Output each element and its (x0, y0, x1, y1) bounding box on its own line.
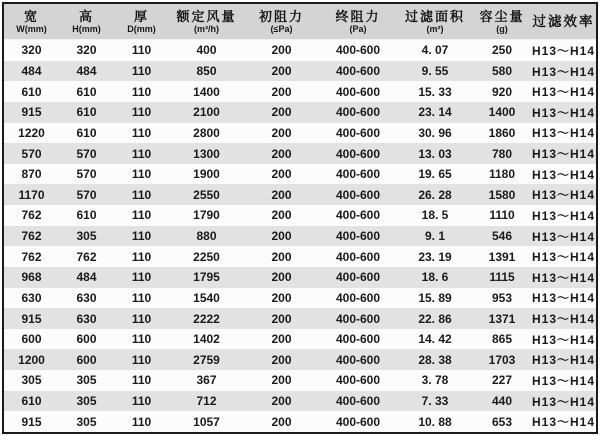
column-header-height (59, 4, 114, 40)
table-cell: H13～H14 (531, 164, 596, 185)
table-cell: 1900 (169, 164, 244, 185)
table-cell: 110 (114, 411, 169, 432)
table-cell: 915 (4, 308, 59, 329)
table-cell: 400-600 (319, 391, 397, 412)
table-cell: H13～H14 (531, 81, 596, 102)
spec-table-frame (2, 2, 598, 434)
table-cell: 440 (473, 391, 531, 412)
table-cell: 9. 1 (397, 226, 473, 247)
table-row (4, 143, 596, 164)
table-cell: H13～H14 (531, 226, 596, 247)
table-cell: 712 (169, 391, 244, 412)
table-cell: 9. 55 (397, 61, 473, 82)
table-row (4, 391, 596, 412)
table-cell: 305 (59, 370, 114, 391)
table-header (4, 4, 596, 40)
table-cell: H13～H14 (531, 329, 596, 350)
table-cell: 630 (4, 288, 59, 309)
table-cell: 110 (114, 102, 169, 123)
table-cell: 780 (473, 143, 531, 164)
table-cell: 400-600 (319, 267, 397, 288)
filter-spec-table (4, 4, 596, 432)
table-cell: 13. 03 (397, 143, 473, 164)
table-cell: 610 (4, 81, 59, 102)
table-cell: 1110 (473, 205, 531, 226)
table-cell: 1402 (169, 329, 244, 350)
table-cell: 2222 (169, 308, 244, 329)
table-row (4, 308, 596, 329)
table-cell: 110 (114, 370, 169, 391)
table-cell: 200 (244, 370, 319, 391)
table-cell: 200 (244, 123, 319, 144)
table-cell: 110 (114, 246, 169, 267)
table-cell: 200 (244, 349, 319, 370)
table-cell: 570 (59, 184, 114, 205)
table-cell: 110 (114, 267, 169, 288)
column-label: 高 (78, 8, 94, 24)
table-cell: 26. 28 (397, 184, 473, 205)
table-cell: 1180 (473, 164, 531, 185)
table-cell: 110 (114, 226, 169, 247)
table-cell: 200 (244, 143, 319, 164)
table-cell: 1540 (169, 288, 244, 309)
table-cell: 28. 38 (397, 349, 473, 370)
table-cell: 1703 (473, 349, 531, 370)
table-cell: H13～H14 (531, 143, 596, 164)
table-cell: 200 (244, 61, 319, 82)
table-cell: 110 (114, 288, 169, 309)
table-cell: 400-600 (319, 61, 397, 82)
column-label: 终阻力 (335, 8, 381, 24)
column-unit: H(mm) (72, 23, 101, 34)
table-cell: 1790 (169, 205, 244, 226)
table-cell: 22. 86 (397, 308, 473, 329)
table-cell: 600 (59, 349, 114, 370)
table-row (4, 349, 596, 370)
table-cell: 2250 (169, 246, 244, 267)
table-cell: 400-600 (319, 329, 397, 350)
table-cell: 110 (114, 391, 169, 412)
column-label: 宽 (23, 8, 39, 24)
table-row (4, 61, 596, 82)
table-cell: 18. 5 (397, 205, 473, 226)
table-cell: 305 (59, 411, 114, 432)
table-cell: 920 (473, 81, 531, 102)
table-cell: 320 (4, 40, 59, 61)
table-cell: 484 (59, 267, 114, 288)
table-cell: 400-600 (319, 184, 397, 205)
table-cell: 1200 (4, 349, 59, 370)
table-cell: H13～H14 (531, 123, 596, 144)
column-unit: (m³/h) (194, 23, 219, 34)
table-row (4, 226, 596, 247)
table-cell: H13～H14 (531, 288, 596, 309)
column-unit: (g) (496, 23, 508, 34)
table-cell: 200 (244, 267, 319, 288)
table-cell: 400-600 (319, 40, 397, 61)
column-header-rated-airflow (169, 4, 244, 40)
table-cell: 305 (4, 370, 59, 391)
column-header-width (4, 4, 59, 40)
table-cell: H13～H14 (531, 205, 596, 226)
column-header-dust-capacity (473, 4, 531, 40)
table-cell: 610 (4, 391, 59, 412)
table-cell: 110 (114, 164, 169, 185)
table-cell: 110 (114, 205, 169, 226)
table-cell: H13～H14 (531, 246, 596, 267)
table-cell: 1391 (473, 246, 531, 267)
table-cell: 653 (473, 411, 531, 432)
column-label: 过滤面积 (404, 8, 465, 24)
table-cell: 10. 88 (397, 411, 473, 432)
table-cell: 110 (114, 329, 169, 350)
table-row (4, 81, 596, 102)
column-header-final-resistance (319, 4, 397, 40)
table-cell: 570 (59, 164, 114, 185)
column-unit: W(mm) (16, 23, 47, 34)
table-cell: H13～H14 (531, 40, 596, 61)
column-label: 过滤效率 (532, 14, 595, 29)
table-cell: 110 (114, 61, 169, 82)
table-cell: 610 (59, 205, 114, 226)
table-row (4, 411, 596, 432)
table-cell: H13～H14 (531, 102, 596, 123)
table-cell: 200 (244, 81, 319, 102)
table-cell: 400-600 (319, 308, 397, 329)
table-cell: 1860 (473, 123, 531, 144)
table-cell: H13～H14 (531, 184, 596, 205)
table-row (4, 329, 596, 350)
table-cell: 305 (59, 391, 114, 412)
spec-table-body (4, 40, 596, 433)
table-cell: 110 (114, 143, 169, 164)
table-cell: 18. 6 (397, 267, 473, 288)
table-cell: 400-600 (319, 205, 397, 226)
table-cell: 1115 (473, 267, 531, 288)
table-cell: H13～H14 (531, 411, 596, 432)
table-cell: 23. 19 (397, 246, 473, 267)
column-header-depth (114, 4, 169, 40)
table-cell: 200 (244, 40, 319, 61)
table-cell: 870 (4, 164, 59, 185)
column-label: 容尘量 (479, 8, 525, 24)
table-row (4, 246, 596, 267)
table-cell: 2800 (169, 123, 244, 144)
table-row (4, 288, 596, 309)
table-cell: 610 (59, 81, 114, 102)
table-cell: 110 (114, 184, 169, 205)
table-cell: 2100 (169, 102, 244, 123)
table-cell: 23. 14 (397, 102, 473, 123)
table-cell: 915 (4, 411, 59, 432)
table-cell: 320 (59, 40, 114, 61)
table-cell: 400-600 (319, 370, 397, 391)
table-cell: 400 (169, 40, 244, 61)
table-row (4, 40, 596, 61)
table-cell: 484 (4, 61, 59, 82)
table-cell: 400-600 (319, 226, 397, 247)
table-cell: 1400 (473, 102, 531, 123)
table-cell: 200 (244, 102, 319, 123)
table-cell: H13～H14 (531, 370, 596, 391)
table-cell: 227 (473, 370, 531, 391)
table-cell: H13～H14 (531, 308, 596, 329)
table-cell: H13～H14 (531, 61, 596, 82)
header-row (4, 4, 596, 40)
table-cell: 7. 33 (397, 391, 473, 412)
column-label: 厚 (133, 8, 149, 24)
table-cell: 110 (114, 349, 169, 370)
table-cell: 1220 (4, 123, 59, 144)
table-row (4, 370, 596, 391)
table-cell: 1170 (4, 184, 59, 205)
table-cell: 200 (244, 226, 319, 247)
column-header-filter-area (397, 4, 473, 40)
table-cell: 200 (244, 308, 319, 329)
table-cell: H13～H14 (531, 267, 596, 288)
table-cell: 14. 42 (397, 329, 473, 350)
table-cell: 968 (4, 267, 59, 288)
table-cell: H13～H14 (531, 391, 596, 412)
table-cell: 1300 (169, 143, 244, 164)
table-cell: 400-600 (319, 81, 397, 102)
table-row (4, 164, 596, 185)
table-row (4, 205, 596, 226)
table-cell: 546 (473, 226, 531, 247)
table-cell: 110 (114, 308, 169, 329)
table-cell: 915 (4, 102, 59, 123)
table-row (4, 102, 596, 123)
table-cell: 15. 89 (397, 288, 473, 309)
table-cell: 1580 (473, 184, 531, 205)
table-cell: 200 (244, 246, 319, 267)
column-header-initial-resistance (244, 4, 319, 40)
table-row (4, 184, 596, 205)
table-cell: 610 (59, 102, 114, 123)
table-cell: 580 (473, 61, 531, 82)
table-cell: 15. 33 (397, 81, 473, 102)
table-cell: 400-600 (319, 411, 397, 432)
table-cell: 110 (114, 81, 169, 102)
table-cell: 305 (59, 226, 114, 247)
table-cell: 200 (244, 329, 319, 350)
table-cell: 570 (59, 143, 114, 164)
table-cell: 200 (244, 288, 319, 309)
table-cell: 570 (4, 143, 59, 164)
table-row (4, 267, 596, 288)
table-cell: 400-600 (319, 246, 397, 267)
table-cell: 600 (4, 329, 59, 350)
table-cell: 4. 07 (397, 40, 473, 61)
table-cell: 250 (473, 40, 531, 61)
table-cell: 2759 (169, 349, 244, 370)
table-cell: 367 (169, 370, 244, 391)
table-cell: 200 (244, 391, 319, 412)
table-cell: 200 (244, 411, 319, 432)
table-cell: 850 (169, 61, 244, 82)
table-cell: 200 (244, 184, 319, 205)
table-cell: 400-600 (319, 102, 397, 123)
table-cell: H13～H14 (531, 349, 596, 370)
table-cell: 600 (59, 329, 114, 350)
table-cell: 400-600 (319, 164, 397, 185)
table-cell: 3. 78 (397, 370, 473, 391)
table-cell: 400-600 (319, 123, 397, 144)
table-cell: 865 (473, 329, 531, 350)
column-label: 额定风量 (176, 8, 237, 24)
column-header-filter-efficiency (531, 4, 596, 40)
table-cell: 110 (114, 123, 169, 144)
column-unit: (Pa) (349, 23, 367, 34)
table-cell: 110 (114, 40, 169, 61)
table-cell: 2550 (169, 184, 244, 205)
table-row (4, 123, 596, 144)
table-cell: 30. 96 (397, 123, 473, 144)
column-unit: D(mm) (127, 23, 156, 34)
table-cell: 630 (59, 308, 114, 329)
table-cell: 200 (244, 205, 319, 226)
table-cell: 953 (473, 288, 531, 309)
table-cell: 1057 (169, 411, 244, 432)
table-cell: 400-600 (319, 143, 397, 164)
table-cell: 762 (4, 226, 59, 247)
table-cell: 1371 (473, 308, 531, 329)
table-cell: 484 (59, 61, 114, 82)
column-unit: (m²) (426, 23, 444, 34)
table-cell: 1400 (169, 81, 244, 102)
table-cell: 400-600 (319, 349, 397, 370)
table-cell: 1795 (169, 267, 244, 288)
table-cell: 19. 65 (397, 164, 473, 185)
table-cell: 762 (59, 246, 114, 267)
table-cell: 630 (59, 288, 114, 309)
table-cell: 200 (244, 164, 319, 185)
table-cell: 762 (4, 205, 59, 226)
table-cell: 880 (169, 226, 244, 247)
table-cell: 762 (4, 246, 59, 267)
column-label: 初阻力 (258, 8, 304, 24)
column-unit: (≤Pa) (270, 23, 293, 34)
table-cell: 610 (59, 123, 114, 144)
table-cell: 400-600 (319, 288, 397, 309)
